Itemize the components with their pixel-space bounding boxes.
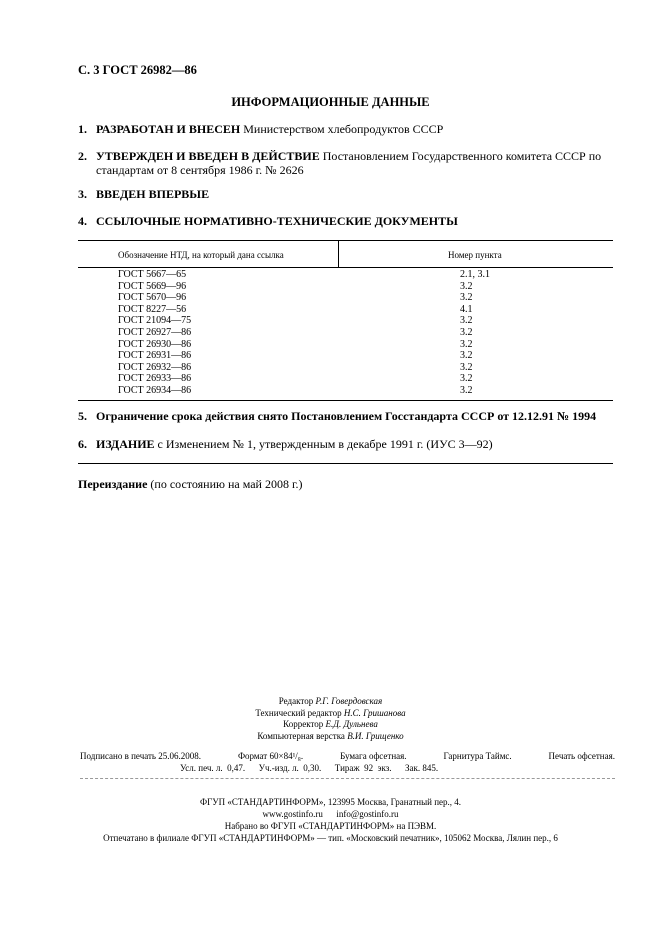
print-details-line2: Усл. печ. л. 0,47. Уч.-изд. л. 0,30. Тираж 92 экз. Зак. 845. <box>180 763 439 773</box>
print-signed: Подписано в печать 25.06.2008. <box>80 751 202 761</box>
footer-dashed-rule <box>80 778 615 779</box>
credit-corrector <box>0 719 661 731</box>
table-cell: 3.2 <box>460 350 473 362</box>
item-bold: ССЫЛОЧНЫЕ НОРМАТИВНО-ТЕХНИЧЕСКИЕ ДОКУМЕНТЫ <box>96 214 458 228</box>
item-text: с Изменением № 1, утвержденным в декабре 1991 г. (ИУС 3—92) <box>154 437 493 451</box>
credit-name: Р.Г. Говердовская <box>315 696 383 706</box>
footer-line: ФГУП «СТАНДАРТИНФОРМ», 123995 Москва, Гранатный пер., 4. <box>199 797 462 807</box>
table-header-rule <box>78 267 613 268</box>
credit-layout <box>0 731 661 743</box>
publisher-footer <box>0 796 661 844</box>
credit-name: В.И. Грищенко <box>347 730 404 741</box>
credit-editor <box>0 696 661 708</box>
reissue-label: Переиздание <box>78 477 148 491</box>
item-5 <box>78 409 618 423</box>
footer-line: Набрано во ФГУП «СТАНДАРТИНФОРМ» на ПЭВМ. <box>224 821 437 831</box>
table-cell: 3.2 <box>460 384 473 396</box>
print-method: Печать офсетная. <box>548 751 615 761</box>
item-bold: УТВЕРЖДЕН И ВВЕДЕН В ДЕЙСТВИЕ <box>96 149 320 163</box>
section-end-rule <box>78 463 613 464</box>
table-cell: ГОСТ 26927—86 <box>118 326 192 338</box>
credit-label: Компьютерная верстка <box>257 730 345 741</box>
item-number: 2. <box>78 149 87 163</box>
credit-label: Редактор <box>278 696 314 706</box>
table-cell: ГОСТ 21094—75 <box>118 315 192 327</box>
item-2 <box>78 149 618 177</box>
table-top-rule <box>78 240 613 241</box>
print-font: Гарнитура Таймс. <box>443 751 512 761</box>
item-6 <box>78 437 618 451</box>
reissue-text: (по состоянию на май 2008 г.) <box>147 477 303 491</box>
editorial-credits <box>0 696 661 742</box>
table-cell: 3.2 <box>460 315 473 327</box>
table-cell: ГОСТ 26932—86 <box>118 361 192 373</box>
item-number: 6. <box>78 437 87 451</box>
item-bold: ВВЕДЕН ВПЕРВЫЕ <box>96 187 210 201</box>
item-text: Постановлением Государственного комитета СССР по <box>319 149 602 163</box>
item-bold: РАЗРАБОТАН И ВНЕСЕН <box>96 122 241 136</box>
table-cell: ГОСТ 5670—96 <box>118 292 187 304</box>
item-text: Министерством хлебопродуктов СССР <box>240 122 444 136</box>
table-cell: 3.2 <box>460 326 473 338</box>
footer-line: Отпечатано в филиале ФГУП «СТАНДАРТИНФОРМ» — тип. «Московский печатник», 105062 Москва, Лялин пер., 6 <box>103 833 558 843</box>
credit-name: Е.Д. Дульнева <box>325 719 378 729</box>
item-bold: Ограничение срока действия снято Постановлением Госстандарта СССР от 12.12.91 № 1994 <box>96 409 597 423</box>
item-4 <box>78 214 618 228</box>
credit-label: Технический редактор <box>255 707 342 718</box>
table-col-clause <box>460 269 490 397</box>
item-number: 4. <box>78 214 87 228</box>
table-header-clause: Номер пункта <box>448 250 502 260</box>
reissue-note <box>78 477 303 492</box>
credit-label: Корректор <box>283 719 324 729</box>
table-cell: 2.1, 3.1 <box>460 269 490 280</box>
credit-tech-editor <box>0 708 661 720</box>
table-cell: ГОСТ 5667—65 <box>118 269 187 280</box>
table-cell: 3.2 <box>460 373 473 385</box>
item-number: 3. <box>78 187 87 201</box>
table-cell: 3.2 <box>460 361 473 373</box>
table-cell: 3.2 <box>460 280 473 292</box>
print-format: Формат 60×84¹/₈. <box>237 751 304 761</box>
credit-name: Н.С. Гришанова <box>343 707 406 718</box>
table-cell: ГОСТ 26934—86 <box>118 384 192 396</box>
table-cell: ГОСТ 26930—86 <box>118 338 192 350</box>
table-cell: 3.2 <box>460 338 473 350</box>
item-number: 5. <box>78 409 87 423</box>
item-3 <box>78 187 618 201</box>
item-text-line2: стандартам от 8 сентября 1986 г. № 2626 <box>96 163 304 177</box>
section-title: ИНФОРМАЦИОННЫЕ ДАННЫЕ <box>231 95 430 109</box>
print-details <box>80 751 615 761</box>
table-cell: 3.2 <box>460 292 473 304</box>
print-paper: Бумага офсетная. <box>340 751 407 761</box>
table-cell: ГОСТ 5669—96 <box>118 280 187 292</box>
table-header-designation: Обозначение НТД, на который дана ссылка <box>118 250 284 260</box>
table-header-divider <box>338 240 339 268</box>
page-header: С. 3 ГОСТ 26982—86 <box>78 63 197 77</box>
table-cell: 4.1 <box>460 303 473 315</box>
item-bold: ИЗДАНИЕ <box>96 437 155 451</box>
table-bottom-rule <box>78 400 613 401</box>
footer-line: www.gostinfo.ru info@gostinfo.ru <box>262 809 399 819</box>
item-1 <box>78 122 618 136</box>
table-cell: ГОСТ 8227—56 <box>118 303 187 315</box>
table-cell: ГОСТ 26933—86 <box>118 373 192 385</box>
item-number: 1. <box>78 122 87 136</box>
table-col-designation <box>118 269 191 397</box>
table-cell: ГОСТ 26931—86 <box>118 350 192 362</box>
